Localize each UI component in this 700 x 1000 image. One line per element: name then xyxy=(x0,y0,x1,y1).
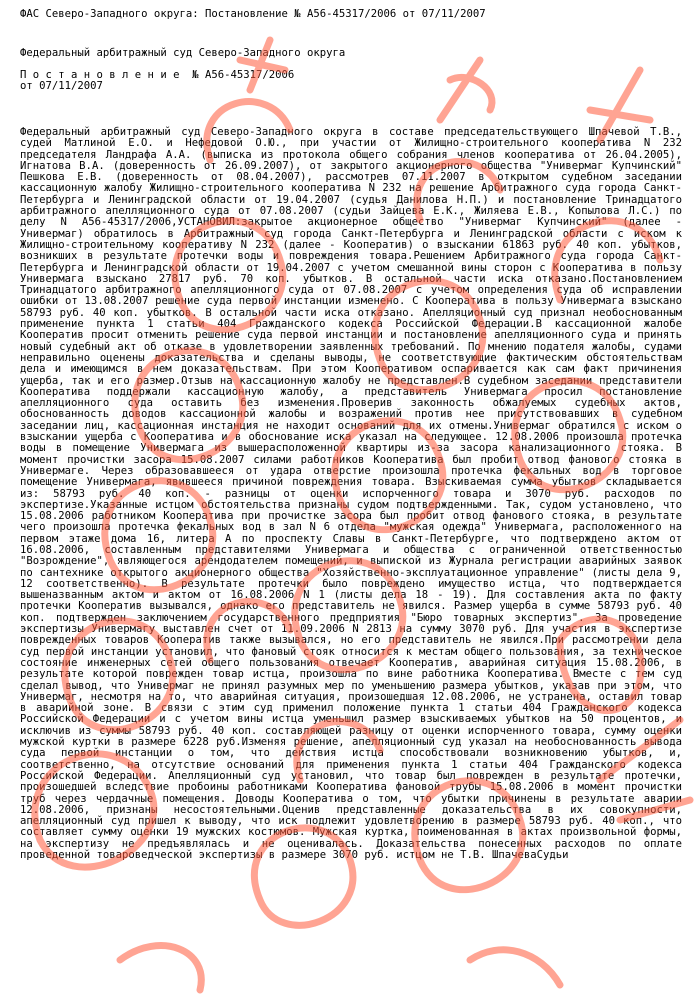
source-line: ФАС Северо-Западного округа: Постановление № А56-45317/2006 от 07/11/2007 xyxy=(20,8,486,20)
document-date: от 07/11/2007 xyxy=(20,80,103,92)
document-body: Федеральный арбитражный суд Северо-Западного округа в составе председательствующего Шпачевой Т.В., судей Матлиной Е.О. и Нефедовой О.Ю., при участии от Жилищно-строительного кооператива N 232 председателя Ландрафа А.А. (выписка из протокола общего собрания членов кооператива от 26.04.2005), Игнатова В.А. (доверенность от 26.09.2007), от закрытого акционерного общества "Универмаг Купчинский" Пешкова Е.В. (доверенность от 08.04.2007), рассмотрев 07.11.2007 в открытом судебном заседании кассационную жалобу Жилищно-строительного кооператива N 232 на решение Арбитражного суда города Санкт-Петербурга и Ленинградской области от 19.04.2007 (судья Данилова Н.П.) и постановление Тринадцатого арбитражного апелляционного суда от 07.08.2007 (судьи Зайцева Е.К., Жиляева Е.В., Копылова Л.С.) по делу N А56-45317/2006,УСТАНОВИЛ:закрытое акционерное общество "Универмаг Купчинский" (далее - Универмаг) обратилось в Арбитражный суд города Санкт-Петербурга и Ленинградской области с иском к Жилищно-строительному кооперативу N 232 (далее - Кооператив) о взыскании 61863 руб. 40 коп. убытков, возникших в результате протечки воды и повреждения товара.Решением Арбитражного суда города Санкт-Петербурга и Ленинградской области от 19.04.2007 с учетом смешанной вины сторон с Кооператива в пользу Универмага взыскано 27817 руб. 70 коп. убытков. В остальной части иска отказано.Постановлением Тринадцатого арбитражного апелляционного суда от 07.08.2007 с учетом определения суда об исправлении ошибки от 13.08.2007 решение суда первой инстанции изменено. С Кооператива в пользу Универмага взыскано 58793 руб. 40 коп. убытков. В остальной части иска отказано. Апелляционный суд признал необоснованным применение пункта 1 статьи 404 Гражданского кодекса Российской Федерации.В кассационной жалобе Кооператив просит отменить решение суда первой инстанции и постановление апелляционного суда и принять новый судебный акт об отказе в удовлетворении заявленных требований. По мнению подателя жалобы, судами неправильно оценены доказательства и сделаны выводы, не соответствующие фактическим обстоятельствам дела и имеющимся в нем доказательствам. При этом Кооперативом оспаривается как сам факт причинения ущерба, так и его размер.Отзыв на кассационную жалобу не представлен.В судебном заседании представители Кооператива поддержали кассационную жалобу, а представитель Универмага просил постановление апелляционного суда оставить без изменения.Проверив законность обжалуемых судебных актов, обоснованность доводов кассационной жалобы и возражений против нее присутствовавших в судебном заседании лиц, кассационная инстанция не находит оснований для их отмены.Универмаг обратился с иском о взыскании ущерба с Кооператива и в обоснование иска указал на следующее. 12.08.2006 произошла протечка воды в помещение Универмага из вышерасположенной квартиры из-за засора канализационного стояка. В момент прочистки засора 15.08.2007 силами работников Кооператива был пробит отвод фанового стояка в Универмаге. Через образовавшееся от удара отверстие произошла протечка фекальных вод в торговое помещение Универмага, явившееся причиной повреждения товара. Взыскиваемая сумма убытков складывается из: 58793 руб. 40 коп. - разницы от оценки испорченного товара и 3070 руб. расходов по экспертизе.Указанные истцом обстоятельства признаны судом подтвержденными. Так, судом установлено, что 15.08.2006 работником Кооператива при прочистке засора был пробит отвод фанового стояка, в результате чего произошла протечка фекальных вод в зал N 6 отдела "мужская одежда" Универмага, расположенного на первом этаже дома 16, литера А по проспекту Славы в Санкт-Петербурге, что подтверждено актом от 16.08.2006, составленным представителями Универмага и общества с ограниченной ответственностью "Возрождение", являющегося арендодателем помещений, и выпиской из Журнала регистрации аварийных заявок по сантехнике открытого акционерного общества "Хозяйственно-эксплуатационное управление" (листы дела 9, 12 соответственно). В результате протечки было повреждено имущество истца, что подтверждается вышеназванным актом и актом от 16.08.2006 N 1 (листы дела 18 - 19). Для составления акта по факту протечки Кооператив вызывался, однако его представитель не явился. Размер ущерба в сумме 58793 руб. 40 коп. подтвержден заключением государственного предприятия "Бюро товарных экспертиз". За проведение экспертизы Универмагу выставлен счет от 11.09.2006 N 2813 на сумму 3070 руб. Для участия в экспертизе поврежденных товаров Кооператив также вызывался, но его представитель не явился.При рассмотрении дела суд первой инстанции установил, что фановый стояк относится к местам общего пользования, за техническое состояние инженерных сетей общего пользования отвечает Кооператив, аварийная ситуация 15.08.2006, в результате которой поврежден товар истца, произошла по вине работника Кооператива. Вместе с тем суд сделал вывод, что Универмаг не принял разумных мер по уменьшению размера убытков, указав при этом, что Универмаг, несмотря на то, что аварийная ситуация, произошедшая 12.08.2006, не устранена, оставил товар в аварийной зоне. В связи с этим суд применил положение пункта 1 статьи 404 Гражданского кодекса Российской Федерации и с учетом вины истца уменьшил размер взыскиваемых убытков на 50 процентов, и исключив из суммы 58793 руб. 40 коп. составляющей разницу от оценки испорченного товара, сумму оценки мужской куртки в размере 6228 руб.Изменяя решение, апелляционный суд указал на необоснованность вывода суда первой инстанции о том, что действия истца способствовали возникновению убытков, и, соответственно, на отсутствие оснований для применения пункта 1 статьи 404 Гражданского кодекса Российской Федерации. Апелляционный суд установил, что товар был поврежден в результате протечки, произошедшей вследствие пробоины работниками Кооператива фановой трубы 15.08.2006 в момент прочистки труб через чердачные помещения. Доводы Кооператива о том, что убытки причинены в результате аварии 12.08.2006, признаны несостоятельными.Оценив представленные доказательства в их совокупности, апелляционный суд пришел к выводу, что иск подлежит удовлетворению в размере 58793 руб. 40 коп., что составляет сумму оценки 19 мужских костюмов. Мужская куртка, поименованная в актах произвольной формы, на экспертизу не предъявлялась и не оценивалась. Доказательства понесенных расходов по оплате проведенной товароведческой экспертизы в размере 3070 руб. истцом не Т.В. ШпачеваСудьи xyxy=(20,126,682,861)
document-title: П о с т а н о в л е н и е № А56-45317/2006 xyxy=(20,69,295,81)
court-name: Федеральный арбитражный суд Северо-Западного округа xyxy=(20,47,346,59)
